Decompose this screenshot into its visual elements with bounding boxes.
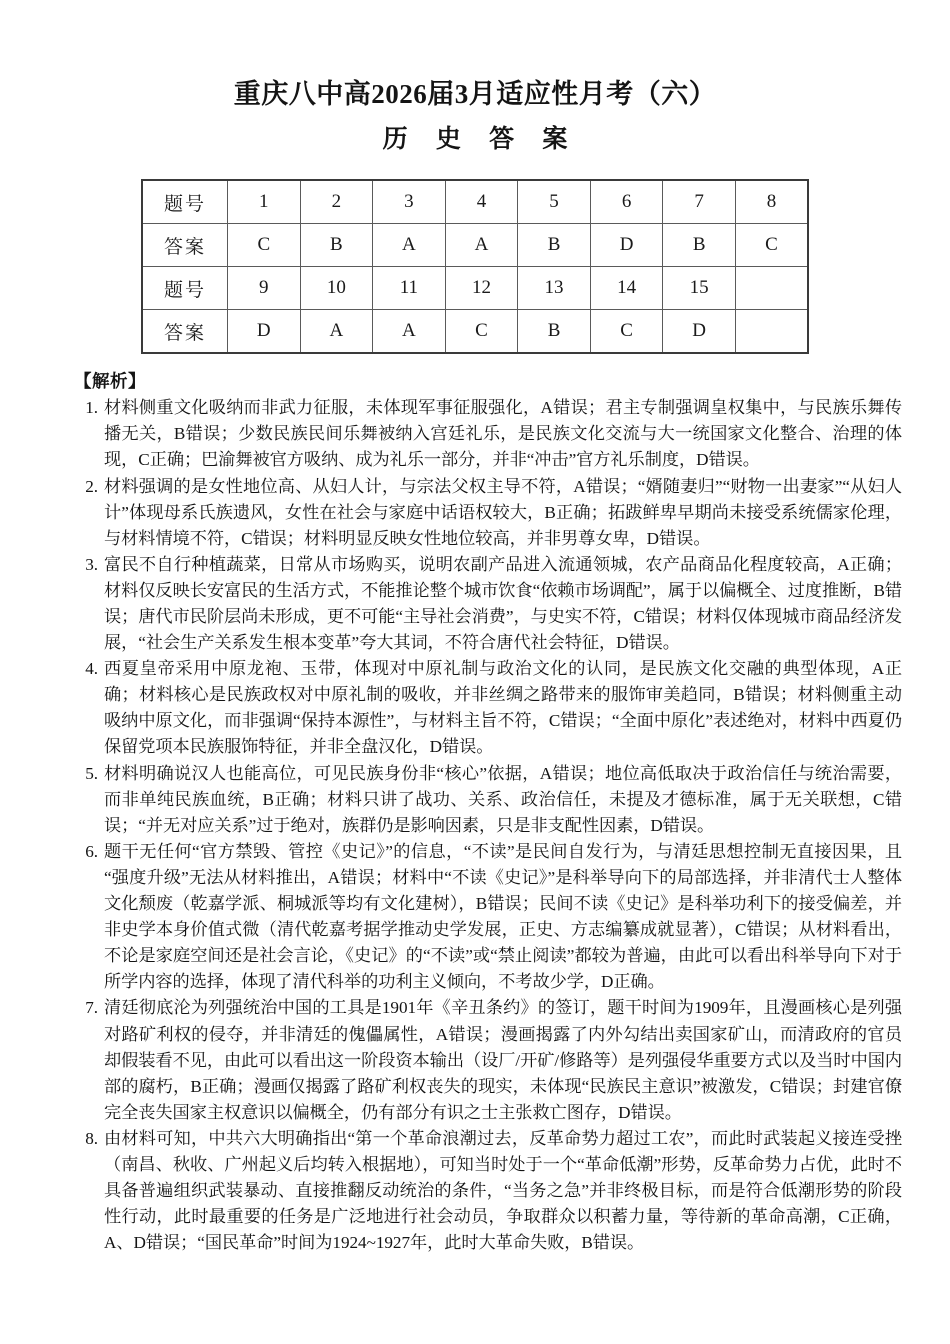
answer-cell: C <box>590 310 663 354</box>
item-text: 题干无任何“官方禁毁、管控《史记》”的信息，“不读”是民间自发行为，与清廷思想控制无直接因果，且“强度升级”无法从材料推出，A错误；材料中“不读《史记》”是科举导向下的局部选择，并非清代士人整体文化颓废（乾嘉学派、桐城派等均有文化建树），B错误；民间不读《史记》是科举功利下的接受偏差，并非史学本身价值式微（清代乾嘉考据学推动史学发展，正史、方志编纂成就显著），C错误；从材料看出，不论是家庭空间还是社会言论，《史记》的“不读”或“禁止阅读”都较为普遍，由此可以看出科举导向下对于所学内容的选择，体现了清代科举的功利主义倾向，不考故少学，D正确。 <box>104 841 902 992</box>
answer-cell: C <box>228 224 301 267</box>
item-number: 2. <box>85 476 98 496</box>
question-number-cell: 7 <box>663 180 736 224</box>
item-text: 富民不自行种植蔬菜，日常从市场购买，说明农副产品进入流通领城，农产品商品化程度较高，A正确；材料仅反映长安富民的生活方式，不能推论整个城市饮食“依赖市场调配”，属于以偏概全、过度推断，B错误；唐代市民阶层尚未形成，更不可能“主导社会消费”，与史实不符，C错误；材料仅体现城市商品经济发展，“社会生产关系发生根本变革”夸大其词，不符合唐代社会特征，D错误。 <box>104 554 902 653</box>
table-row <box>142 267 808 310</box>
item-number: 5. <box>85 763 98 783</box>
item-number: 8. <box>85 1128 98 1148</box>
question-number-cell-empty <box>735 267 808 310</box>
list-item <box>74 761 902 839</box>
page-subtitle: 历 史 答 案 <box>382 125 579 153</box>
table-row <box>142 224 808 267</box>
table-row <box>142 310 808 354</box>
item-number: 7. <box>85 998 98 1018</box>
item-number: 4. <box>85 659 98 679</box>
table-row <box>142 180 808 224</box>
item-text: 材料明确说汉人也能高位，可见民族身份非“核心”依据，A错误；地位高低取决于政治信任与统治需要，而非单纯民族血统，B正确；材料只讲了战功、关系、政治信任，未提及才德标准，属于无关联想，C错误；“并无对应关系”过于绝对，族群仍是影响因素，只是非支配性因素，D错误。 <box>104 763 902 835</box>
item-text: 西夏皇帝采用中原龙袍、玉带，体现对中原礼制与政治文化的认同，是民族文化交融的典型体现，A正确；材料核心是民族政权对中原礼制的吸收，并非丝绸之路带来的服饰审美趋同，B错误；材料侧重主动吸纳中原文化，而非强调“保持本源性”，与材料主旨不符，C错误；“全面中原化”表述绝对，材料中西夏仍保留党项本民族服饰特征，并非全盘汉化，D错误。 <box>104 659 902 757</box>
answer-cell: B <box>300 224 373 267</box>
question-number-cell: 4 <box>445 180 518 224</box>
explanation-section <box>0 368 950 1256</box>
question-number-cell: 8 <box>735 180 808 224</box>
answer-table <box>141 179 809 354</box>
item-number: 1. <box>85 398 98 418</box>
row-label-question-2: 题号 <box>142 267 228 310</box>
answer-cell: A <box>445 224 518 267</box>
item-text: 清廷彻底沦为列强统治中国的工具是1901年《辛丑条约》的签订，题干时间为1909年，且漫画核心是列强对路矿利权的侵夺，并非清廷的傀儡属性，A错误；漫画揭露了内外勾结出卖国家矿山，而清政府的官员却假装看不见，由此可以看出这一阶段资本输出（设厂/开矿/修路等）是列强侵华重要方式以及当时中国内部的腐朽，B正确；漫画仅揭露了路矿利权丧失的现实，未体现“民族民主意识”被激发，C错误；封建官僚完全丧失国家主权意识以偏概全，仍有部分有识之士主张救亡图存，D错误。 <box>104 998 902 1122</box>
question-number-cell: 1 <box>228 180 301 224</box>
answer-cell: D <box>228 310 301 354</box>
answer-cell: A <box>300 310 373 354</box>
list-item <box>74 1126 902 1256</box>
row-label-question-1: 题号 <box>142 180 228 224</box>
row-label-answer-2: 答案 <box>142 310 228 354</box>
answer-cell: A <box>373 224 446 267</box>
answer-cell: D <box>590 224 663 267</box>
answer-cell: B <box>663 224 736 267</box>
item-number: 3. <box>85 554 98 574</box>
question-number-cell: 9 <box>228 267 301 310</box>
item-number: 6. <box>85 841 98 861</box>
item-text: 材料强调的是女性地位高、从妇人计，与宗法父权主导不符，A错误；“婿随妻归”“财物一出妻家”“从妇人计”体现母系氏族遗风，女性在社会与家庭中话语权较大，B正确；拓跋鲜卑早期尚未接受系统儒家伦理，与材料情境不符，C错误；材料明显反映女性地位较高，并非男尊女卑，D错误。 <box>104 476 902 548</box>
question-number-cell: 3 <box>373 180 446 224</box>
answer-table-container <box>141 179 809 354</box>
item-text: 材料侧重文化吸纳而非武力征服，未体现军事征服强化，A错误；君主专制强调皇权集中，与民族乐舞传播无关，B错误；少数民族民间乐舞被纳入宫廷礼乐，是民族文化交流与大一统国家文化整合、治理的体现，C正确；巴渝舞被官方吸纳、成为礼乐一部分，并非“冲击”官方礼乐制度，D错误。 <box>104 398 902 470</box>
list-item <box>74 395 902 473</box>
answer-cell: C <box>735 224 808 267</box>
row-label-answer-1: 答案 <box>142 224 228 267</box>
question-number-cell: 15 <box>663 267 736 310</box>
question-number-cell: 2 <box>300 180 373 224</box>
answer-cell: A <box>373 310 446 354</box>
answer-cell: D <box>663 310 736 354</box>
question-number-cell: 6 <box>590 180 663 224</box>
item-text: 由材料可知，中共六大明确指出“第一个革命浪潮过去，反革命势力超过工农”，而此时武装起义接连受挫（南昌、秋收、广州起义后均转入根据地），可知当时处于一个“革命低潮”形势，反革命势力占优，此时不具备普遍组织武装暴动、直接推翻反动统治的条件，“当务之急”并非终极目标，而是符合低潮形势的阶段性行动，此时最重要的任务是广泛地进行社会动员，争取群众以积蓄力量，等待新的革命高潮，C正确，A、D错误；“国民革命”时间为1924~1927年，此时大革命失败，B错误。 <box>104 1128 902 1253</box>
list-item <box>74 656 902 760</box>
answer-cell: B <box>518 310 591 354</box>
question-number-cell: 5 <box>518 180 591 224</box>
explanation-list <box>74 395 902 1256</box>
list-item <box>74 474 902 552</box>
question-number-cell: 12 <box>445 267 518 310</box>
answer-cell-empty <box>735 310 808 354</box>
question-number-cell: 10 <box>300 267 373 310</box>
question-number-cell: 14 <box>590 267 663 310</box>
list-item <box>74 839 902 996</box>
answer-cell: C <box>445 310 518 354</box>
list-item <box>74 552 902 656</box>
answer-cell: B <box>518 224 591 267</box>
list-item <box>74 995 902 1125</box>
page-title: 重庆八中高2026届3月适应性月考（六） <box>233 79 717 109</box>
question-number-cell: 11 <box>373 267 446 310</box>
question-number-cell: 13 <box>518 267 591 310</box>
explanation-heading: 【解析】 <box>74 371 146 391</box>
